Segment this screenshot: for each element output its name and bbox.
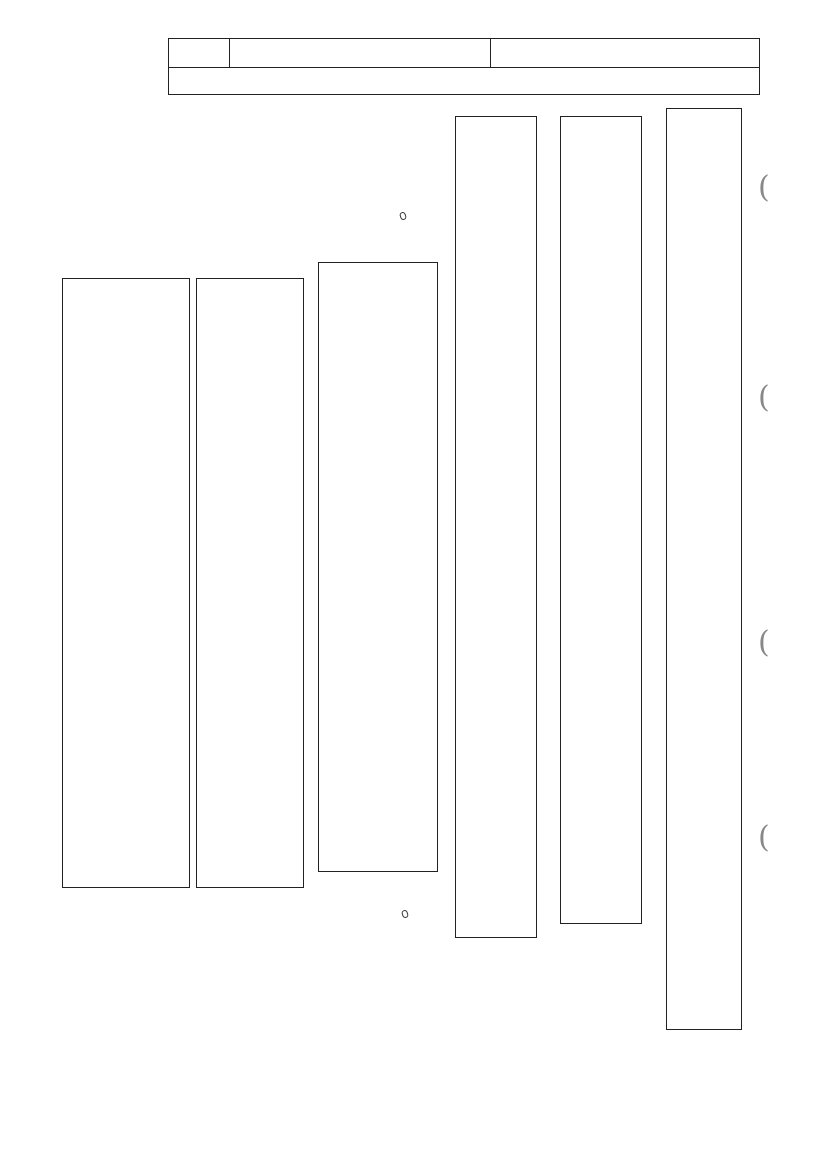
name-group-1 [62,278,190,888]
address-list-1 [455,116,537,938]
header-change-approval-no [230,39,491,67]
supplement-stamp-1 [399,211,407,220]
name-group-2 [196,278,304,888]
margin-mark-3: ( [758,625,770,660]
margin-mark-1: ( [758,170,770,205]
margin-mark-4: ( [758,820,770,855]
header-change-content [169,39,230,67]
form-title [168,10,738,36]
header-completion-approval-no [491,39,759,67]
header-row-1 [168,38,760,68]
address-list-3 [666,108,742,1030]
name-group-3 [318,262,438,872]
supplement-stamp-2 [401,909,409,918]
margin-mark-2: ( [758,380,770,415]
header-row-2 [168,68,760,95]
address-list-2 [560,116,642,924]
